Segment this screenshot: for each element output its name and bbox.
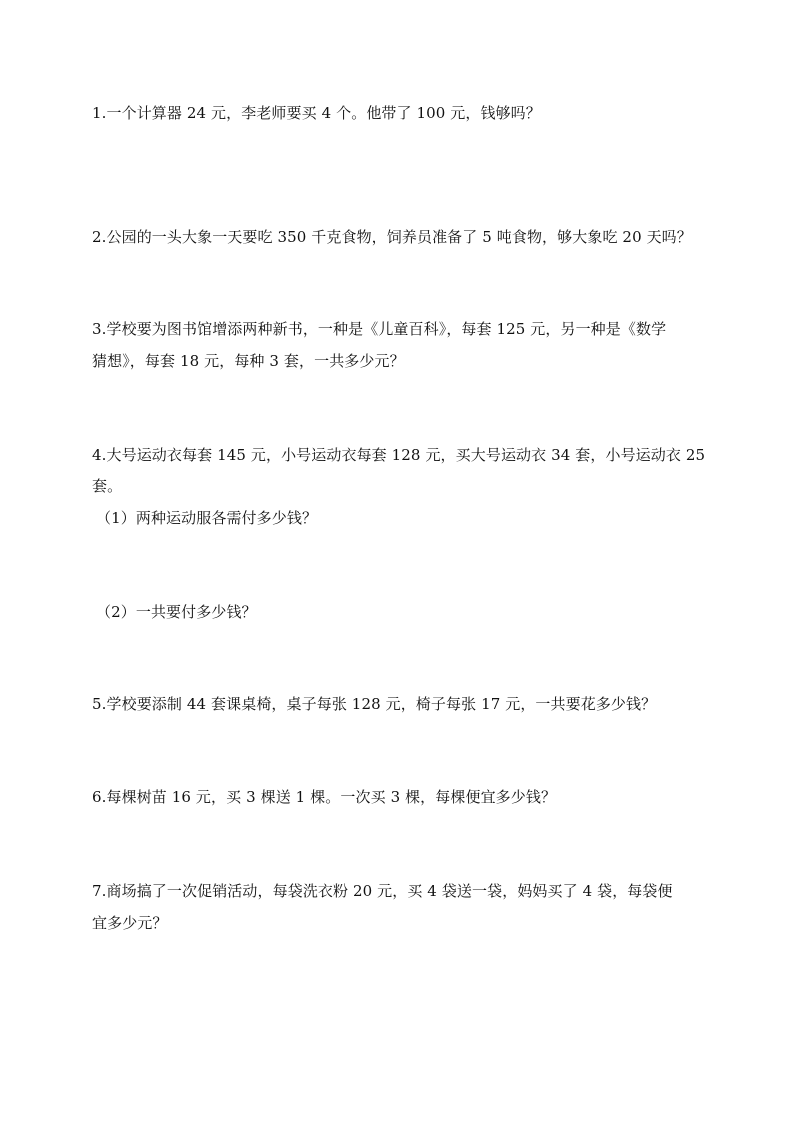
- question-7-line-2: 宜多少元？: [92, 914, 168, 932]
- question-4-subquestion-1: （1）两种运动服各需付多少钱？: [96, 509, 318, 527]
- question-4-line-1: 4.大号运动衣每套 145 元，小号运动衣每套 128 元，买大号运动衣 34 套，小号运动衣 25: [92, 446, 706, 464]
- question-2-line-1: 2.公园的一头大象一天要吃 350 千克食物，饲养员准备了 5 吨食物，够大象吃 20 天吗？: [92, 228, 692, 246]
- question-6-line-1: 6.每棵树苗 16 元，买 3 棵送 1 棵。一次买 3 棵，每棵便宜多少钱？: [92, 788, 557, 806]
- question-7-line-1: 7.商场搞了一次促销活动，每袋洗衣粉 20 元，买 4 袋送一袋，妈妈买了 4 袋，每袋便: [92, 882, 673, 900]
- question-5-line-1: 5.学校要添制 44 套课桌椅，桌子每张 128 元，椅子每张 17 元，一共要花多少钱？: [92, 695, 657, 713]
- question-3-line-1: 3.学校要为图书馆增添两种新书，一种是《儿童百科》，每套 125 元，另一种是《数学: [92, 320, 667, 338]
- question-4-line-2: 套。: [92, 477, 123, 495]
- question-4-subquestion-2: （2）一共要付多少钱？: [96, 603, 257, 621]
- question-1-line-1: 1.一个计算器 24 元，李老师要买 4 个。他带了 100 元，钱够吗？: [92, 104, 541, 122]
- question-3-line-2: 猜想》，每套 18 元，每种 3 套，一共多少元？: [92, 352, 405, 370]
